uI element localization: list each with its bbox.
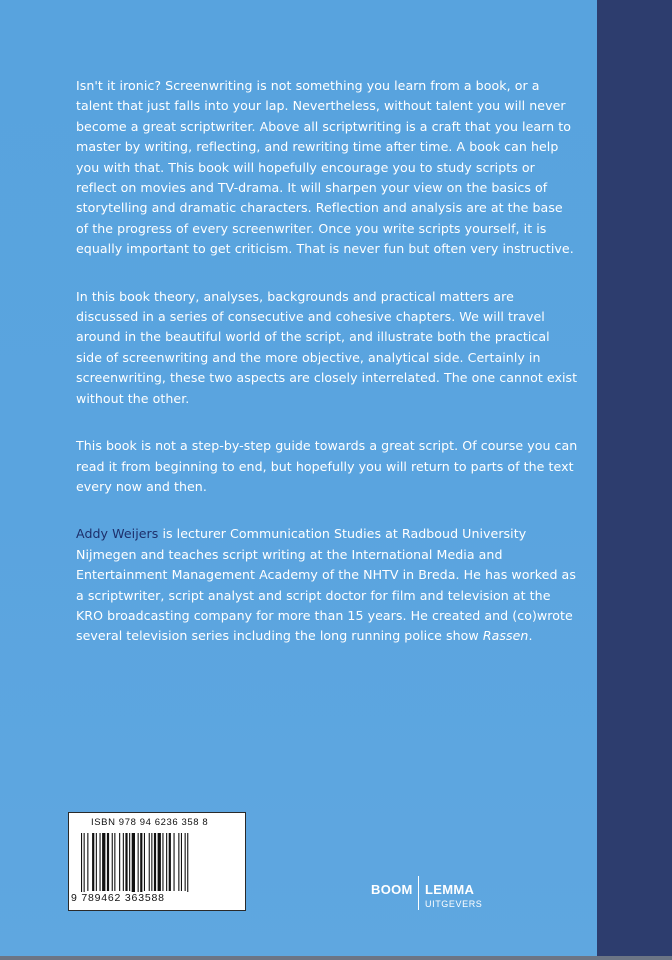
show-title: Rassen [482, 628, 529, 644]
publisher-logo [371, 876, 491, 912]
author-bio [76, 524, 578, 646]
barcode-bars [79, 833, 235, 897]
author-name: Addy Weijers [76, 526, 159, 542]
blurb-text [76, 76, 578, 647]
isbn-barcode [68, 812, 246, 911]
blurb-paragraph-3: This book is not a step-by-step guide towards a great script. Of course you can read it from beginning to end, but hopefully you will return to parts of the text every now and then. [76, 438, 578, 494]
blurb-paragraph-1: Isn't it ironic? Screenwriting is not something you learn from a book, or a talent that just falls into your lap. Nevertheless, without talent you will never become a great scriptwriter. Above all scriptwriting is a craft that you learn to master by writing, reflecting, and rewriting time after time. A book can help you with that. This book will hopefully encourage you to study scripts or reflect on movies and TV-drama. It will sharpen your view on the basics of storytelling and dramatic characters. Reflection and analysis are at the base of the progress of every screenwriter. Once you write scripts yourself, it is equally important to get criticism. That is never fun but often very instructive. [76, 78, 574, 257]
bottom-edge [0, 956, 672, 960]
publisher-divider [418, 876, 419, 910]
publisher-boom: BOOM [371, 882, 413, 897]
barcode-digits: 9 789462 363588 [71, 892, 243, 904]
author-bio-text: is lecturer Communication Studies at Radboud University Nijmegen and teaches script writing at the International Media and Entertainment Management Academy of the NHTV in Breda. He has worked as a scriptwriter, script analyst and script doctor for film and television at the KRO broadcasting company for more than 15 years. He created and (co)wrote several television series including the long running police show [76, 526, 576, 644]
publisher-lemma: LEMMA [425, 882, 475, 897]
publisher-uitgevers: UITGEVERS [425, 899, 483, 909]
blurb-paragraph-2: In this book theory, analyses, backgrounds and practical matters are discussed in a series of consecutive and cohesive chapters. We will travel around in the beautiful world of the script, and illustrate both the practical side of screenwriting and the more objective, analytical side. Certainly in screenwriting, these two aspects are closely interrelated. The one cannot exist without the other. [76, 288, 578, 406]
spine-band [597, 0, 672, 960]
isbn-label: ISBN 978 94 6236 358 8 [91, 817, 209, 828]
author-bio-end: . [528, 628, 533, 644]
